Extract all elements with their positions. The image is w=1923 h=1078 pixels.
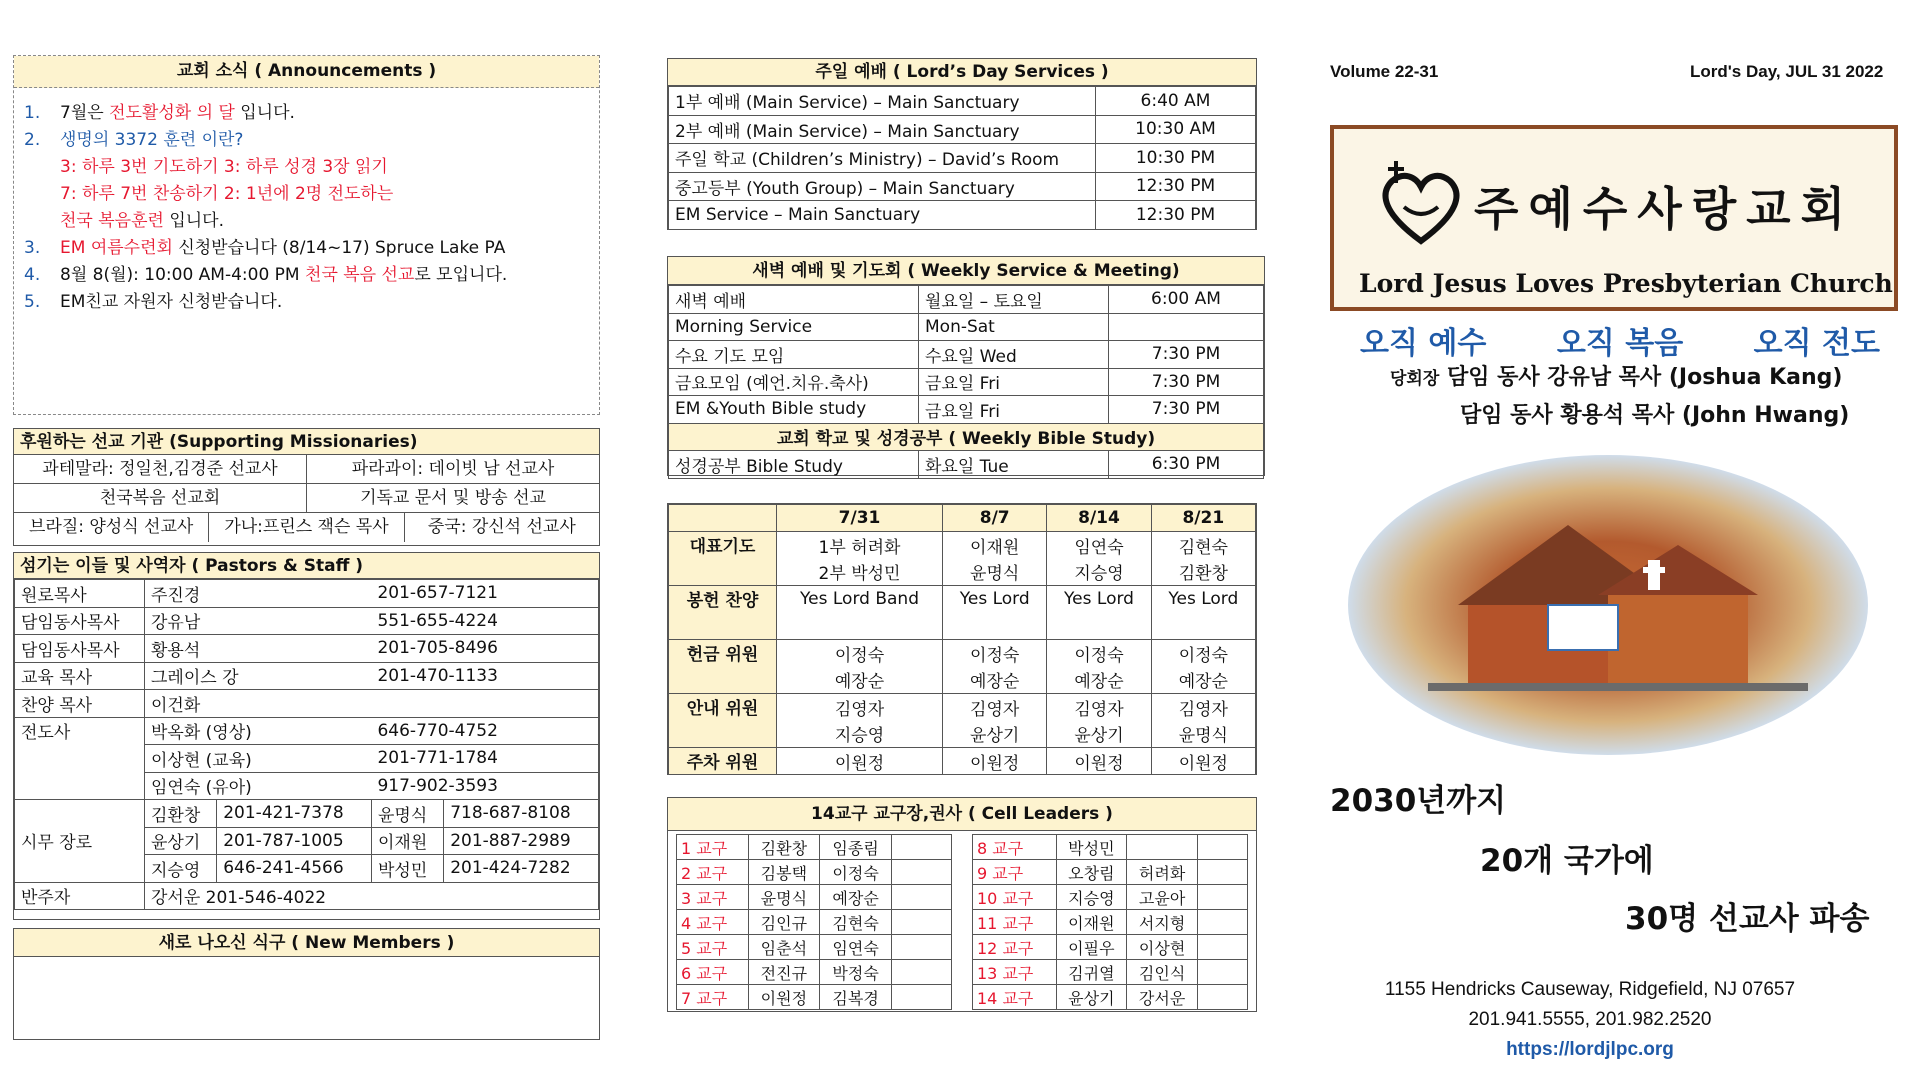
table-row: 중고등부 (Youth Group) – Main Sanctuary 12:30 PM: [669, 172, 1256, 201]
table-row: 금요모임 (예언.치유.축사) 금요일 Fri 7:30 PM: [669, 368, 1264, 396]
announcements-box: [13, 55, 600, 415]
table-row: 안내 위원 김영자 김영자 김영자 김영자: [669, 694, 1256, 721]
table-row: 수요 기도 모임 수요일 Wed 7:30 PM: [669, 341, 1264, 369]
table-row: 주차 위원 이원정 이원정 이원정 이원정: [669, 748, 1256, 775]
bible-study-title: 교회 학교 및 성경공부 ( Weekly Bible Study): [669, 423, 1264, 451]
cell-leaders-box: [667, 797, 1257, 1012]
table-row: 봉헌 찬양 Yes Lord Band Yes Lord Yes Lord Yes Lord: [669, 586, 1256, 613]
goal-line-1: 2030년까지: [1330, 783, 1507, 819]
church-logo: [1330, 125, 1898, 311]
address: 1155 Hendricks Causeway, Ridgefield, NJ 07657: [1384, 979, 1796, 1000]
table-cell: 과테말라: 정일천,김경준 선교사: [14, 455, 307, 483]
heart-cross-icon: [1374, 159, 1469, 249]
table-row: 윤상기 201-787-1005 이재원 201-887-2989: [15, 827, 599, 855]
website-link[interactable]: https://lordjlpc.org: [1506, 1039, 1674, 1060]
weekly-box: [667, 256, 1265, 476]
cell-leaders-title: 14교구 교구장,권사 ( Cell Leaders ): [668, 798, 1256, 831]
table-cell: 기독교 문서 및 방송 선교: [360, 488, 546, 508]
church-building-photo: [1348, 455, 1868, 755]
missionaries-title: 후원하는 선교 기관 (Supporting Missionaries): [14, 429, 599, 455]
table-row: 10 교구 지승영 고윤아: [973, 885, 1248, 910]
table-row: 시무 장로 김환창 201-421-7378 윤명식 718-687-8108: [15, 800, 599, 828]
table-row: 12 교구 이필우 이상현: [973, 935, 1248, 960]
church-contact: [1330, 975, 1850, 1065]
table-cell: 파라과이: 데이빗 남 선교사: [351, 459, 555, 479]
announcements-list: [14, 88, 599, 316]
slogan: 오직 예수: [1360, 326, 1487, 361]
table-row: Morning Service Mon-Sat: [669, 313, 1264, 341]
table-cell: 천국복음 선교회: [14, 484, 307, 512]
table-row: 2 교구 김봉택 이정숙: [677, 860, 952, 885]
staff-box: [13, 552, 600, 920]
new-members-box: [13, 928, 600, 1040]
date-label: Lord's Day, JUL 31 2022: [1690, 62, 1884, 81]
table-row: 3 교구 윤명식 예장순: [677, 885, 952, 910]
table-row: 주일 학교 (Children’s Ministry) – David’s Room 10:30 PM: [669, 144, 1256, 173]
table-row: 1 교구 김환창 임종림: [677, 835, 952, 860]
table-row: [14, 455, 599, 484]
table-row: 예장순 예장순 예장순 예장순: [669, 667, 1256, 694]
slogan: 오직 전도: [1753, 326, 1880, 361]
cell-leaders-left-table: [676, 834, 952, 1010]
table-row: 헌금 위원 이정숙 이정숙 이정숙 이정숙: [669, 640, 1256, 667]
volume-label: Volume 22-31: [1330, 62, 1439, 81]
table-row: 9 교구 오창림 허려화: [973, 860, 1248, 885]
table-row: 지승영 윤상기 윤상기 윤명식: [669, 721, 1256, 748]
table-row: [669, 423, 1264, 451]
table-row: 7/31 8/7 8/14 8/21: [669, 505, 1256, 532]
table-row: 성경공부 Bible Study 화요일 Tue 6:30 PM: [669, 451, 1264, 479]
table-row: 반주자 강서운 201-546-4022: [15, 882, 599, 910]
list-item: 2. 생명의 3372 훈련 이란?: [24, 130, 244, 150]
table-row: 2부 박성민 윤명식 지승영 김환창: [669, 559, 1256, 586]
table-row: EM &Youth Bible study 금요일 Fri 7:30 PM: [669, 396, 1264, 424]
goal-line-3: 30명 선교사 파송: [1625, 901, 1870, 937]
table-row: [14, 484, 599, 513]
list-item: 3: 하루 3번 기도하기 3: 하루 성경 3장 읽기: [60, 157, 388, 177]
weekly-title: 새벽 예배 및 기도회 ( Weekly Service & Meeting): [668, 257, 1264, 285]
table-row: 새벽 예배 월요일 – 토요일 6:00 AM: [669, 286, 1264, 314]
list-item: 7: 하루 7번 찬송하기 2: 1년에 2명 전도하는: [60, 184, 394, 204]
table-row: 14 교구 윤상기 강서운: [973, 985, 1248, 1010]
goal-line-2: 20개 국가에: [1480, 843, 1654, 879]
new-members-title: 새로 나오신 식구 ( New Members ): [14, 929, 599, 957]
duty-schedule-table: [668, 504, 1256, 775]
table-cell: 중국: 강신석 선교사: [427, 517, 576, 537]
table-row: 1부 예배 (Main Service) – Main Sanctuary 6:40 AM: [669, 87, 1256, 116]
table-row: 대표기도 1부 허려화 이재원 임연숙 김현숙: [669, 532, 1256, 559]
staff-title: 섬기는 이들 및 사역자 ( Pastors & Staff ): [14, 553, 599, 579]
table-row: 5 교구 임춘석 임연숙: [677, 935, 952, 960]
list-item: 1. 7월은 전도활성화 의 달 입니다.: [24, 103, 295, 123]
table-row: 담임동사목사 황용석 201-705-8496: [15, 635, 599, 663]
logo-korean-text: 주예수사랑교회: [1474, 182, 1856, 236]
table-row: 지승영 646-241-4566 박성민 201-424-7282: [15, 855, 599, 883]
table-cell: 가나:프린스 잭슨 목사: [209, 513, 404, 542]
table-row: 2부 예배 (Main Service) – Main Sanctuary 10:30 AM: [669, 115, 1256, 144]
table-row: 8 교구 박성민: [973, 835, 1248, 860]
table-row: 7 교구 이원정 김복경: [677, 985, 952, 1010]
phone-numbers: 201.941.5555, 201.982.2520: [1468, 1009, 1712, 1030]
logo-english-text: Lord Jesus Loves Presbyterian Church: [1359, 269, 1893, 298]
slogans: [1360, 318, 1880, 362]
table-row: 전도사 박옥화 (영상) 646-770-4752: [15, 717, 599, 745]
table-row: 원로목사 주진경 201-657-7121: [15, 580, 599, 608]
list-item: 천국 복음훈련 입니다.: [60, 211, 225, 231]
table-row: 찬양 목사 이건화: [15, 690, 599, 718]
services-box: [667, 58, 1257, 230]
table-row: 이상현 (교육) 201-771-1784: [15, 745, 599, 773]
pastor-line-2: 담임 동사 황용석 목사 (John Hwang): [1460, 403, 1850, 428]
table-row: 11 교구 이재원 서지형: [973, 910, 1248, 935]
table-row: 6 교구 전진규 박정숙: [677, 960, 952, 985]
table-row: 교육 목사 그레이스 강 201-470-1133: [15, 662, 599, 690]
pastor-line-1: 당회장 담임 동사 강유남 목사 (Joshua Kang): [1390, 365, 1843, 390]
services-table: [668, 86, 1256, 230]
table-row: [14, 513, 599, 542]
table-row: EM Service – Main Sanctuary 12:30 PM: [669, 201, 1256, 230]
slogan: 오직 복음: [1556, 326, 1684, 361]
list-item: 3. EM 여름수련회 신청받습니다 (8/14~17) Spruce Lake PA: [24, 238, 506, 258]
table-cell: 브라질: 양성식 선교사: [14, 513, 209, 542]
table-row: 13 교구 김귀열 김인식: [973, 960, 1248, 985]
announcements-title: 교회 소식 ( Announcements ): [14, 56, 599, 88]
cell-leaders-right-table: [972, 834, 1248, 1010]
list-item: 5. EM친교 자원자 신청받습니다.: [24, 292, 283, 312]
table-row: 임연숙 (유아) 917-902-3593: [15, 772, 599, 800]
missionaries-box: [13, 428, 600, 546]
table-row: 4 교구 김인규 김현숙: [677, 910, 952, 935]
table-row: 담임동사목사 강유남 551-655-4224: [15, 607, 599, 635]
list-item: 4. 8월 8(월): 10:00 AM-4:00 PM 천국 복음 선교로 모입니다.: [24, 265, 508, 285]
duty-schedule-box: [667, 503, 1257, 775]
staff-table: [14, 579, 599, 910]
weekly-table: [668, 285, 1264, 479]
services-title: 주일 예배 ( Lord’s Day Services ): [668, 59, 1256, 86]
